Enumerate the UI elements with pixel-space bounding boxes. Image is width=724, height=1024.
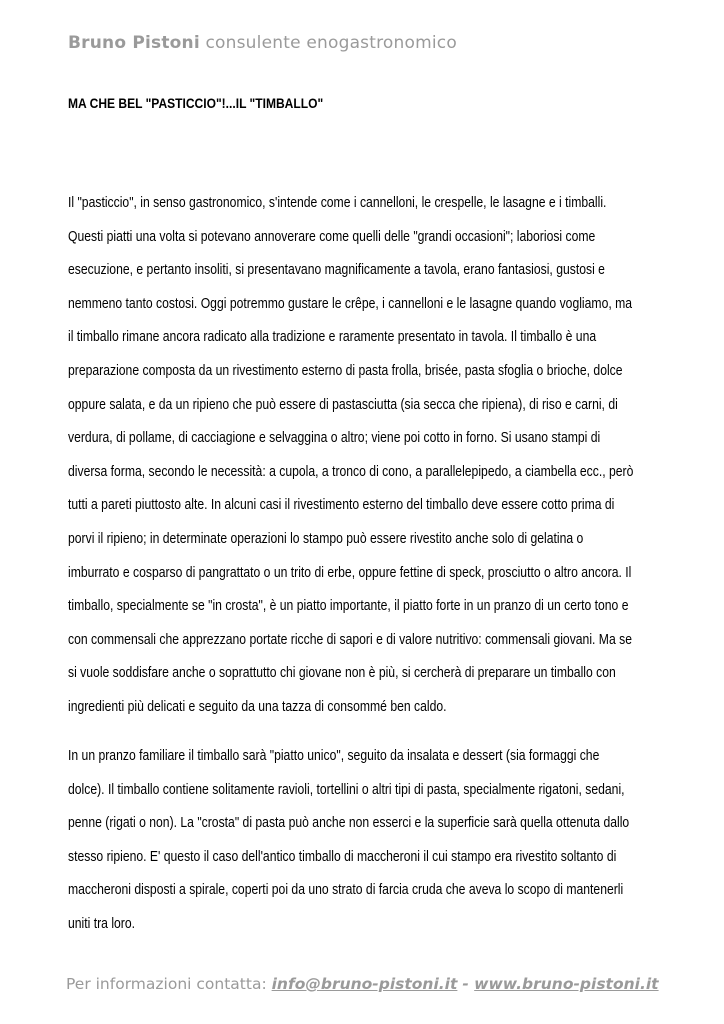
article-paragraph-1: [68, 187, 654, 725]
text-line: dolce). Il timballo contiene solitamente ravioli, tortellini o altri tipi di pasta, specialmente rigatoni, sedani,: [68, 781, 625, 798]
text-line: preparazione composta da un rivestimento esterno di pasta frolla, brisée, pasta sfoglia o brioche, dolce: [68, 362, 623, 379]
email-link[interactable]: info@bruno-pistoni.it: [271, 975, 458, 993]
text-line: nemmeno tanto costosi. Oggi potremmo gustare le crêpe, i cannelloni e le lasagne quando vogliamo, ma: [68, 295, 633, 312]
text-line: si vuole soddisfare anche o soprattutto chi giovane non è più, si cercherà di preparare un timballo con: [68, 665, 616, 682]
page-header: [68, 33, 457, 53]
text-line: In un pranzo familiare il timballo sarà "piatto unico", seguito da insalata e dessert (sia formaggi che: [68, 748, 600, 764]
page-footer: [66, 975, 659, 993]
footer-separator: -: [462, 975, 475, 993]
text-line: diversa forma, secondo le necessità: a cupola, a tronco di cono, a parallelepipedo, a ciambella ecc., però: [68, 463, 634, 480]
text-line: verdura, di pollame, di cacciagione e selvaggina o altro; viene poi cotto in forno. Si usano stampi di: [68, 430, 601, 447]
text-line: oppure salata, e da un ripieno che può essere di pastasciutta (sia secca che ripiena), di riso e carni, di: [68, 396, 618, 413]
author-subtitle: consulente enogastronomico: [205, 33, 457, 53]
text-line: timballo, specialmente se "in crosta", è un piatto importante, il piatto forte in un pranzo di un certo tono e: [68, 598, 629, 615]
text-line: il timballo rimane ancora radicato alla tradizione e raramente presentato in tavola. Il timballo è una: [68, 329, 597, 346]
text-line: tutti a pareti piuttosto alte. In alcuni casi il rivestimento esterno del timballo deve essere cotto prima di: [68, 497, 615, 514]
article-paragraph-2: [68, 740, 654, 942]
website-link[interactable]: www.bruno-pistoni.it: [474, 975, 659, 993]
text-line: porvi il ripieno; in determinate operazioni lo stampo può essere rivestito anche solo di gelatina o: [68, 530, 584, 547]
text-line: ingredienti più delicati e seguito da una tazza di consommé ben caldo.: [68, 698, 447, 715]
text-line: maccheroni disposti a spirale, coperti poi da uno strato di farcia cruda che aveva lo scopo di mantenerli: [68, 882, 624, 899]
text-line: imburrato e cosparso di pangrattato o un trito di erbe, oppure fettine di speck, prosciutto o altro ancora. Il: [68, 564, 632, 581]
text-line: stesso ripieno. E' questo il caso dell'antico timballo di maccheroni il cui stampo era rivestito soltanto di: [68, 848, 617, 865]
text-line: penne (rigati o non). La "crosta" di pasta può anche non esserci e la superficie sarà quella ottenuta dallo: [68, 815, 630, 832]
footer-label: Per informazioni contatta:: [66, 975, 267, 993]
author-name: Bruno Pistoni: [68, 33, 200, 53]
text-line: Questi piatti una volta si potevano annoverare come quelli delle "grandi occasioni"; laboriosi come: [68, 228, 596, 245]
text-line: esecuzione, e pertanto insoliti, si presentavano magnificamente a tavola, erano fantasiosi, gustosi e: [68, 262, 605, 279]
text-line: uniti tra loro.: [68, 915, 136, 932]
article-title: MA CHE BEL "PASTICCIO"!...IL "TIMBALLO": [68, 95, 324, 111]
text-line: con commensali che apprezzano portate ricche di sapori e di valore nutritivo: commensali giovani. Ma se: [68, 631, 632, 648]
text-line: Il "pasticcio", in senso gastronomico, s'intende come i cannelloni, le crespelle, le lasagne e i timballi.: [68, 195, 607, 211]
